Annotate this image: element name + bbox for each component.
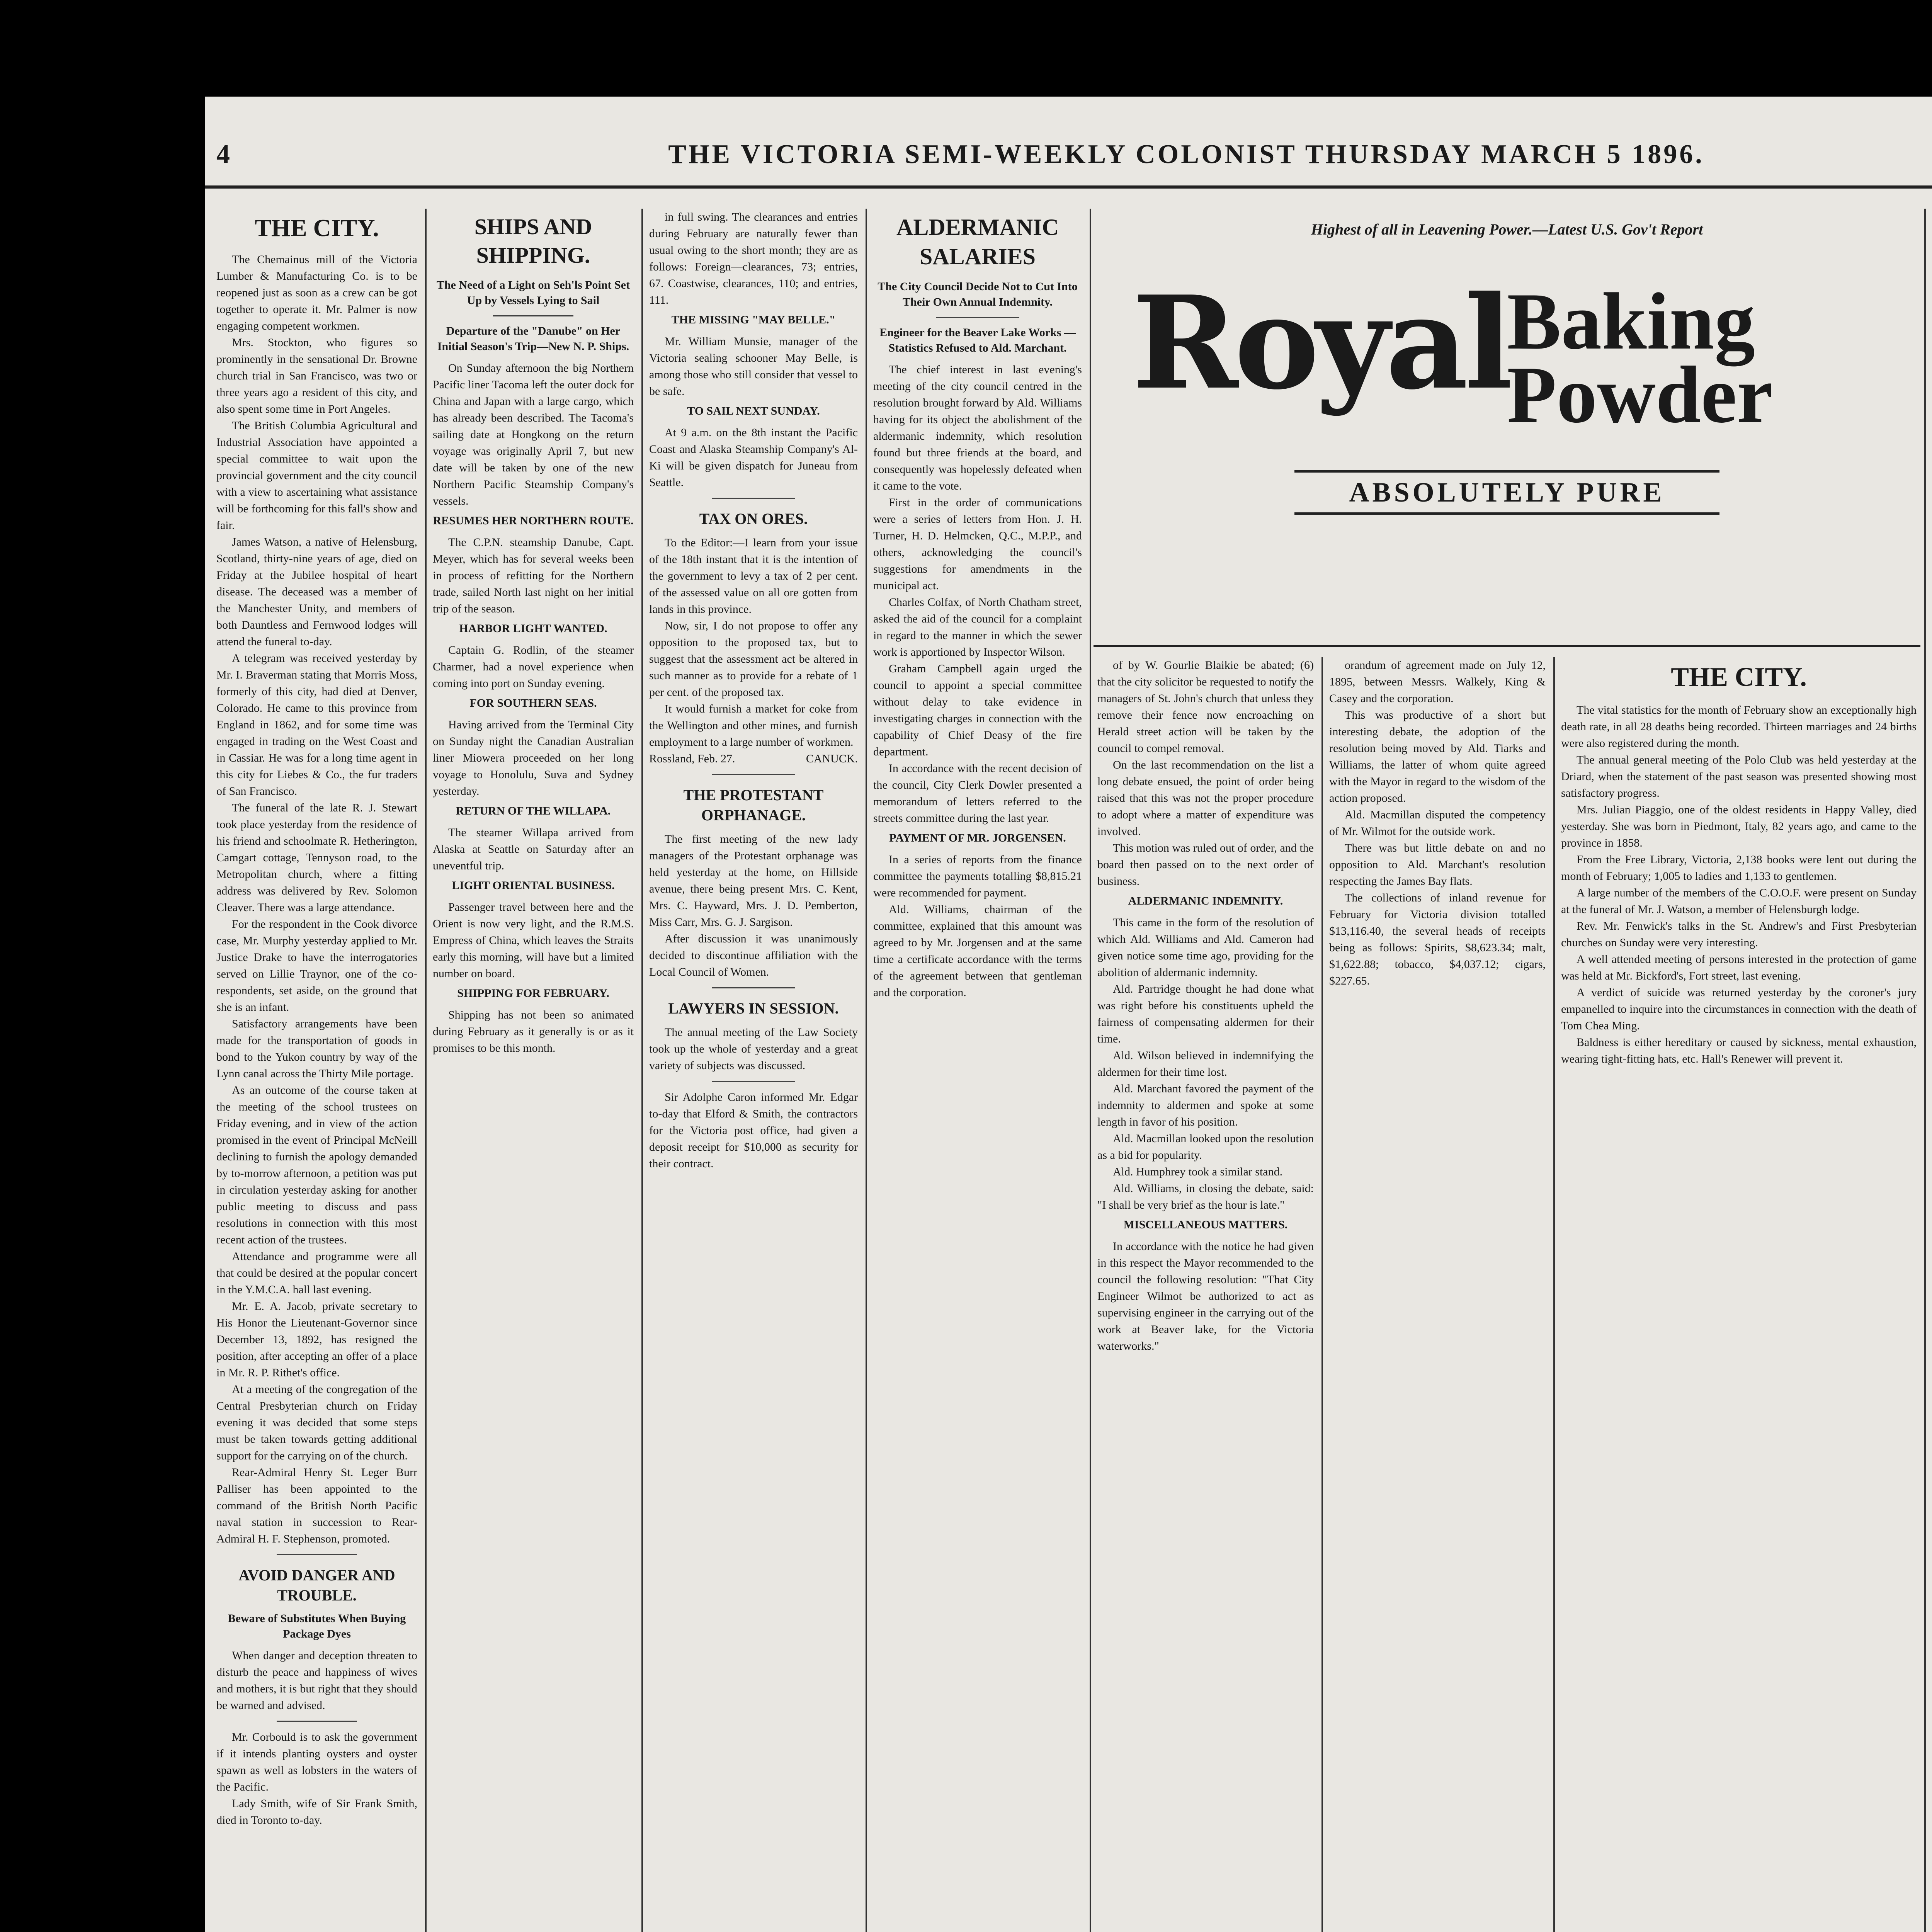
article-paragraph: Satisfactory arrangements have been made for the transportation of goods in bond to the Yukon country by way of the Lynn canal across the Thirty Mile portage. <box>216 1017 417 1080</box>
article-paragraph: Ald. Macmillan looked upon the resolution as a bid for popularity. <box>1097 1132 1314 1162</box>
article-paragraph: The funeral of the late R. J. Stewart took place yesterday from the residence of his friend and schoolmate R. Hetherington, Camgart cottage, Tennyson road, to the Metropolitan church, where a fitting address was delivered by Rev. Solomon Cleaver. There was a large attendance. <box>216 801 417 914</box>
column-the-city-2 <box>1561 657 1917 1932</box>
subheading: HARBOR LIGHT WANTED. <box>459 622 607 635</box>
article-deck: Engineer for the Beaver Lake Works —Statistics Refused to Ald. Marchant. <box>879 326 1076 354</box>
divider <box>712 498 795 499</box>
divider <box>936 317 1019 318</box>
article-paragraph: Shipping has not been so animated during February as it generally is or as it promises to be this month. <box>433 1009 634 1054</box>
article-paragraph: It would furnish a market for coke from the Wellington and other mines, and furnish employment to a large number of workmen. <box>649 702 858 748</box>
column-rule <box>1553 657 1555 1932</box>
page-number: 4 <box>216 139 230 169</box>
ad-product <box>1507 277 1773 440</box>
article-paragraph: Baldness is either hereditary or caused by sickness, mental exhaustion, wearing tight-fitting hats, etc. Hall's Renewer will prevent it. <box>1561 1036 1917 1065</box>
article-paragraph: On Sunday afternoon the big Northern Pacific liner Tacoma left the outer dock for China and Japan with a large cargo, which has already been described. The Tacoma's sailing date at Hongkong on the return voyage was originally April 7, but new date will be taken by one of the new Northern Pacific Steamship Company's vessels. <box>433 362 634 507</box>
article-paragraph: The Chemainus mill of the Victoria Lumber & Manufacturing Co. is to be reopened just as soon as a crew can be got together to operate it. Mr. Palmer is now engaging competent workmen. <box>216 253 417 332</box>
article-paragraph: This motion was ruled out of order, and the board then passed on to the next order of business. <box>1097 842 1314 888</box>
article-paragraph: orandum of agreement made on July 12, 1895, between Messrs. Walkely, King & Casey and the corporation. <box>1329 659 1546 705</box>
article-paragraph: of by W. Gourlie Blaikie be abated; (6) that the city solicitor be requested to notify the managers of St. John's church that unless they remove their fence now encroaching on Herald street action will be taken by the council to compel removal. <box>1097 659 1314 755</box>
article-paragraph: For the respondent in the Cook divorce case, Mr. Murphy yesterday applied to Mr. Justice Drake to have the interrogatories served on Lillie Traynor, one of the co-respondents, set aside, on the ground that she is an infant. <box>216 918 417 1014</box>
ad-slogan: ABSOLUTELY PURE <box>1294 470 1719 515</box>
article-paragraph: There was but little debate on and no opposition to Ald. Marchant's resolution respecting the James Bay flats. <box>1329 842 1546 888</box>
letter-signoff <box>649 750 858 767</box>
article-paragraph: Lady Smith, wife of Sir Frank Smith, died in Toronto to-day. <box>216 1797 417 1827</box>
article-paragraph: This was productive of a short but interesting debate, the adoption of the resolution being moved by Ald. Tiarks and Williams, the latter of whom quite agreed with the Mayor in regard to the wisdom of the action proposed. <box>1329 709 1546 804</box>
divider <box>712 774 795 775</box>
ad-tagline: Highest of all in Leavening Power.—Latest U.S. Gov't Report <box>1311 221 1703 238</box>
article-paragraph: In accordance with the recent decision of the council, City Clerk Dowler presented a memorandum of letters referred to the streets committee during the last year. <box>873 762 1082 825</box>
article-paragraph: First in the order of communications were a series of letters from Hon. J. H. Turner, H. D. Helmcken, Q.C., M.P.P., and others, acknowledging the council's suggestions for amendments in the municipal act. <box>873 496 1082 592</box>
article-heading: THE PROTESTANT ORPHANAGE. <box>683 786 824 824</box>
article-deck: Departure of the "Danube" on Her Initial Season's Trip—New N. P. Ships. <box>437 325 629 353</box>
royal-baking-powder-ad <box>1101 213 1913 645</box>
article-paragraph: The British Columbia Agricultural and Industrial Association have appointed a special committee to wait upon the provincial government and the city council with a view to ascertaining what assistance will be forthcoming for this fall's show and fair. <box>216 419 417 532</box>
article-paragraph: After discussion it was unanimously decided to discontinue affiliation with the Local Council of Women. <box>649 932 858 978</box>
article-paragraph: Ald. Wilson believed in indemnifying the aldermen for their time lost. <box>1097 1049 1314 1078</box>
article-paragraph: The vital statistics for the month of February show an exceptionally high death rate, in all 28 deaths being recorded. Thirteen marriages and 24 births were also registered during the month. <box>1561 704 1917 750</box>
section-heading: THE CITY. <box>255 214 379 242</box>
column-aldermanic-salaries <box>873 209 1082 1932</box>
article-paragraph: At 9 a.m. on the 8th instant the Pacific Coast and Alaska Steamship Company's Al-Ki will be given dispatch for Juneau from Seattle. <box>649 426 858 489</box>
article-paragraph: Captain G. Rodlin, of the steamer Charmer, had a novel experience when coming into port on Sunday evening. <box>433 644 634 690</box>
article-paragraph: Passenger travel between here and the Orient is now very light, and the R.M.S. Empress of China, which leaves the Straits early this morning, will have but a limited number on board. <box>433 901 634 980</box>
section-heading: ALDERMANIC SALARIES <box>896 214 1059 269</box>
divider <box>277 1721 357 1722</box>
newspaper-page <box>205 97 1932 1932</box>
article-paragraph: Sir Adolphe Caron informed Mr. Edgar to-day that Elford & Smith, the contractors for the Victoria post office, had given a deposit receipt for $10,000 as security for their contract. <box>649 1091 858 1170</box>
ad-logo <box>1121 254 1893 463</box>
article-deck: The Need of a Light on Seh'ls Point Set Up by Vessels Lying to Sail <box>436 279 630 307</box>
article-paragraph: This came in the form of the resolution of which Ald. Williams and Ald. Cameron had given notice some time ago, providing for the abolition of aldermanic indemnity. <box>1097 916 1314 979</box>
subheading: PAYMENT OF MR. JORGENSEN. <box>889 832 1066 844</box>
article-paragraph: Rev. Mr. Fenwick's talks in the St. Andrew's and First Presbyterian churches on Sunday were very interesting. <box>1561 920 1917 949</box>
subheading: ALDERMANIC INDEMNITY. <box>1128 895 1283 907</box>
masthead <box>205 135 1932 178</box>
article-paragraph: Attendance and programme were all that could be desired at the popular concert in the Y.M.C.A. hall last evening. <box>216 1250 417 1296</box>
subheading: LIGHT ORIENTAL BUSINESS. <box>452 879 615 892</box>
column-rule <box>641 209 643 1932</box>
letter-signer: CANUCK. <box>806 752 858 765</box>
article-paragraph: The annual meeting of the Law Society took up the whole of yesterday and a great variety of subjects was discussed. <box>649 1026 858 1072</box>
article-paragraph: The chief interest in last evening's meeting of the city council centred in the resolution brought forward by Ald. Williams having for its object the abolishment of the aldermanic indemnity, which resolution found but three friends at the board, and consequently was hopelessly defeated when it came to the vote. <box>873 363 1082 492</box>
article-paragraph: Ald. Marchant favored the payment of the indemnity to aldermen and spoke at some length in favor of his position. <box>1097 1082 1314 1128</box>
article-paragraph: In a series of reports from the finance committee the payments totalling $8,815.21 were recommended for payment. <box>873 853 1082 899</box>
article-paragraph: Ald. Humphrey took a similar stand. <box>1113 1165 1283 1178</box>
divider <box>712 987 795 988</box>
ad-brand: Royal <box>1132 268 1509 418</box>
article-paragraph: Now, sir, I do not propose to offer any opposition to the proposed tax, but to suggest that the assessment act be altered in such manner as to provide for a rebate of 1 per cent. of the proposed tax. <box>649 619 858 699</box>
article-paragraph: Mr. William Munsie, manager of the Victoria sealing schooner May Belle, is among those who still consider that vessel to be safe. <box>649 335 858 398</box>
article-paragraph: As an outcome of the course taken at the meeting of the school trustees on Friday evening, and in view of the action promised in the event of Principal McNeill declining to furnish the apology demanded by to-morrow afternoon, a petition was put in circulation yesterday asking for another public meeting to discuss and pass resolutions in connection with this most recent action of the trustees. <box>216 1084 417 1246</box>
column-rule <box>425 209 427 1932</box>
article-heading: TAX ON ORES. <box>699 510 808 527</box>
article-paragraph: To the Editor:—I learn from your issue of the 18th instant that it is the intention of the government to levy a tax of 2 per cent. of the assessed value on all ore gotten from lands in this province. <box>649 536 858 616</box>
divider <box>277 1554 357 1555</box>
article-heading: LAWYERS IN SESSION. <box>668 1000 839 1017</box>
article-paragraph: Ald. Macmillan disputed the competency of Mr. Wilmot for the outside work. <box>1329 808 1546 838</box>
article-paragraph: Mrs. Julian Piaggio, one of the oldest residents in Happy Valley, died yesterday. She was born in Piedmont, Italy, 82 years ago, and came to the province in 1858. <box>1561 803 1917 849</box>
article-paragraph: Mr. Corbould is to ask the government if it intends planting oysters and oyster spawn as well as lobsters in the waters of the Pacific. <box>216 1731 417 1793</box>
ad-rule <box>1094 645 1920 647</box>
subheading: RESUMES HER NORTHERN ROUTE. <box>433 514 634 527</box>
article-paragraph: Graham Campbell again urged the council to appoint a special committee without delay to take evidence in investigating charges in connection with the capability of Chief Deasy of the fire department. <box>873 662 1082 758</box>
newspaper-title: THE VICTORIA SEMI-WEEKLY COLONIST THURSDAY MARCH 5 1896. <box>668 139 1704 169</box>
article-paragraph: A large number of the members of the C.O.O.F. were present on Sunday at the funeral of Mr. J. Watson, a member of Helensburgh lodge. <box>1561 886 1917 916</box>
column-rule <box>1924 209 1926 1932</box>
column-rule <box>1321 657 1323 1932</box>
column-the-city <box>216 209 417 1932</box>
article-paragraph: A verdict of suicide was returned yesterday by the coroner's jury empanelled to inquire into the circumstances in connection with the death of Tom Chea Ming. <box>1561 986 1917 1032</box>
ad-product-line: Baking <box>1507 277 1755 366</box>
masthead-rule <box>205 185 1932 189</box>
divider <box>712 1081 795 1082</box>
article-paragraph: The steamer Willapa arrived from Alaska at Seattle on Saturday after an uneventful trip. <box>433 826 634 872</box>
divider <box>493 315 573 316</box>
article-paragraph: A telegram was received yesterday by Mr. I. Braverman stating that Morris Moss, formerly of this city, had died at Denver, Colorado. He came to this province from England in 1862, and for some time was engaged in trading on the West Coast and in Cassiar. He was for a long time agent in this city for Liebes & Co., the fur traders of San Francisco. <box>216 652 417 798</box>
article-paragraph: The annual general meeting of the Polo Club was held yesterday at the Driard, when the statement of the past season was presented showing most satisfactory progress. <box>1561 753 1917 799</box>
section-heading: SHIPS AND SHIPPING. <box>474 214 592 268</box>
article-deck: The City Council Decide Not to Cut Into Their Own Annual Indemnity. <box>878 280 1078 308</box>
column-ships <box>433 209 634 1932</box>
article-paragraph: Charles Colfax, of North Chatham street, asked the aid of the council for a complaint in regard to the manner in which the sewer work is apportioned by Inspector Wilson. <box>873 596 1082 658</box>
subheading: FOR SOUTHERN SEAS. <box>469 697 597 709</box>
article-paragraph: On the last recommendation on the list a long debate ensued, the point of order being raised that this was not the proper procedure to adopt where a matter of expenditure was involved. <box>1097 759 1314 838</box>
article-paragraph: When danger and deception threaten to disturb the peace and happiness of wives and mothers, it is but right that they should be warned and advised. <box>216 1649 417 1712</box>
column-council-continued <box>1329 657 1546 1932</box>
article-paragraph: From the Free Library, Victoria, 2,138 books were lent out during the month of February; 1,005 to ladies and 1,133 to gentlemen. <box>1561 853 1917 883</box>
subheading: MISCELLANEOUS MATTERS. <box>1123 1218 1288 1231</box>
article-paragraph: Ald. Williams, chairman of the committee, explained that this amount was agreed to by Mr. Jorgensen and at the same time a certificate accordance with the terms of the agreement between that gentleman and the corporation. <box>873 903 1082 999</box>
subheading: THE MISSING "MAY BELLE." <box>671 313 836 326</box>
column-rule <box>1090 209 1091 1932</box>
article-heading: AVOID DANGER AND TROUBLE. <box>238 1566 395 1604</box>
column-indemnity <box>1097 657 1314 1932</box>
ad-product-line: Powder <box>1507 350 1773 440</box>
column-ores-orphanage <box>649 209 858 1932</box>
letter-place-date: Rossland, Feb. 27. <box>649 752 735 765</box>
article-paragraph: The C.P.N. steamship Danube, Capt. Meyer, which has for several weeks been in process of refitting for the Northern trade, sailed North last night on her initial trip of the season. <box>433 536 634 615</box>
subheading: SHIPPING FOR FEBRUARY. <box>457 987 609 1000</box>
article-paragraph: The collections of inland revenue for February for Victoria division totalled $13,116.40, the several heads of receipts being as follows: Spirits, $8,623.34; malt, $1,622.88; tobacco, $4,037.12; cigars, $227.65. <box>1329 891 1546 987</box>
article-paragraph: A well attended meeting of persons interested in the protection of game was held at Mr. Bickford's, Fort street, last evening. <box>1561 953 1917 982</box>
article-paragraph: Mrs. Stockton, who figures so prominently in the sensational Dr. Browne church trial in San Francisco, was two or three years ago a resident of this city, and also spent some time in Port Angeles. <box>216 336 417 415</box>
section-heading: THE CITY. <box>1671 662 1807 692</box>
article-paragraph: The first meeting of the new lady managers of the Protestant orphanage was held yesterday at the home, on Hillside avenue, there being present Mrs. C. Kent, Mrs. C. Hayward, Mrs. J. D. Pemberton, Miss Carr, Mrs. G. J. Sargison. <box>649 833 858 929</box>
article-paragraph: James Watson, a native of Helensburg, Scotland, thirty-nine years of age, died on Friday at the Jubilee hospital of heart disease. The deceased was a member of the Manchester Unity, and members of both Dauntless and Fernwood lodges will attend the funeral to-day. <box>216 536 417 648</box>
subheading: RETURN OF THE WILLAPA. <box>456 804 611 817</box>
article-paragraph: Having arrived from the Terminal City on Sunday night the Canadian Australian liner Miowera proceeded on her long voyage to Honolulu, Suva and Sydney yesterday. <box>433 718 634 798</box>
article-paragraph: In accordance with the notice he had given in this respect the Mayor recommended to the council the following resolution: "That City Engineer Wilmot be authorized to act as supervising engineer in the carrying out of the work at Beaver lake, for the Victoria waterworks." <box>1097 1240 1314 1352</box>
article-paragraph: Mr. E. A. Jacob, private secretary to His Honor the Lieutenant-Governor since December 13, 1892, has resigned the position, after accepting an offer of a place in Mr. R. P. Rithet's office. <box>216 1300 417 1379</box>
article-paragraph: Ald. Partridge thought he had done what was right before his constituents upheld the fairness of compensating aldermen for their time. <box>1097 983 1314 1045</box>
article-paragraph: in full swing. The clearances and entries during February are naturally fewer than usual owing to the short month; they are as follows: Foreign—clearances, 73; entries, 67. Coastwise, clearances, 110; and entries, 111. <box>649 211 858 306</box>
article-paragraph: Ald. Williams, in closing the debate, said: "I shall be very brief as the hour is late." <box>1097 1182 1314 1211</box>
subheading: TO SAIL NEXT SUNDAY. <box>687 405 820 417</box>
article-paragraph: Rear-Admiral Henry St. Leger Burr Palliser has been appointed to the command of the British North Pacific naval station in succession to Rear-Admiral H. F. Stephenson, promoted. <box>216 1466 417 1545</box>
article-deck: Beware of Substitutes When Buying Package Dyes <box>228 1612 406 1640</box>
column-rule <box>866 209 867 1932</box>
article-paragraph: At a meeting of the congregation of the Central Presbyterian church on Friday evening it was decided that some steps must be taken towards getting additional support for the carrying on of the church. <box>216 1383 417 1462</box>
